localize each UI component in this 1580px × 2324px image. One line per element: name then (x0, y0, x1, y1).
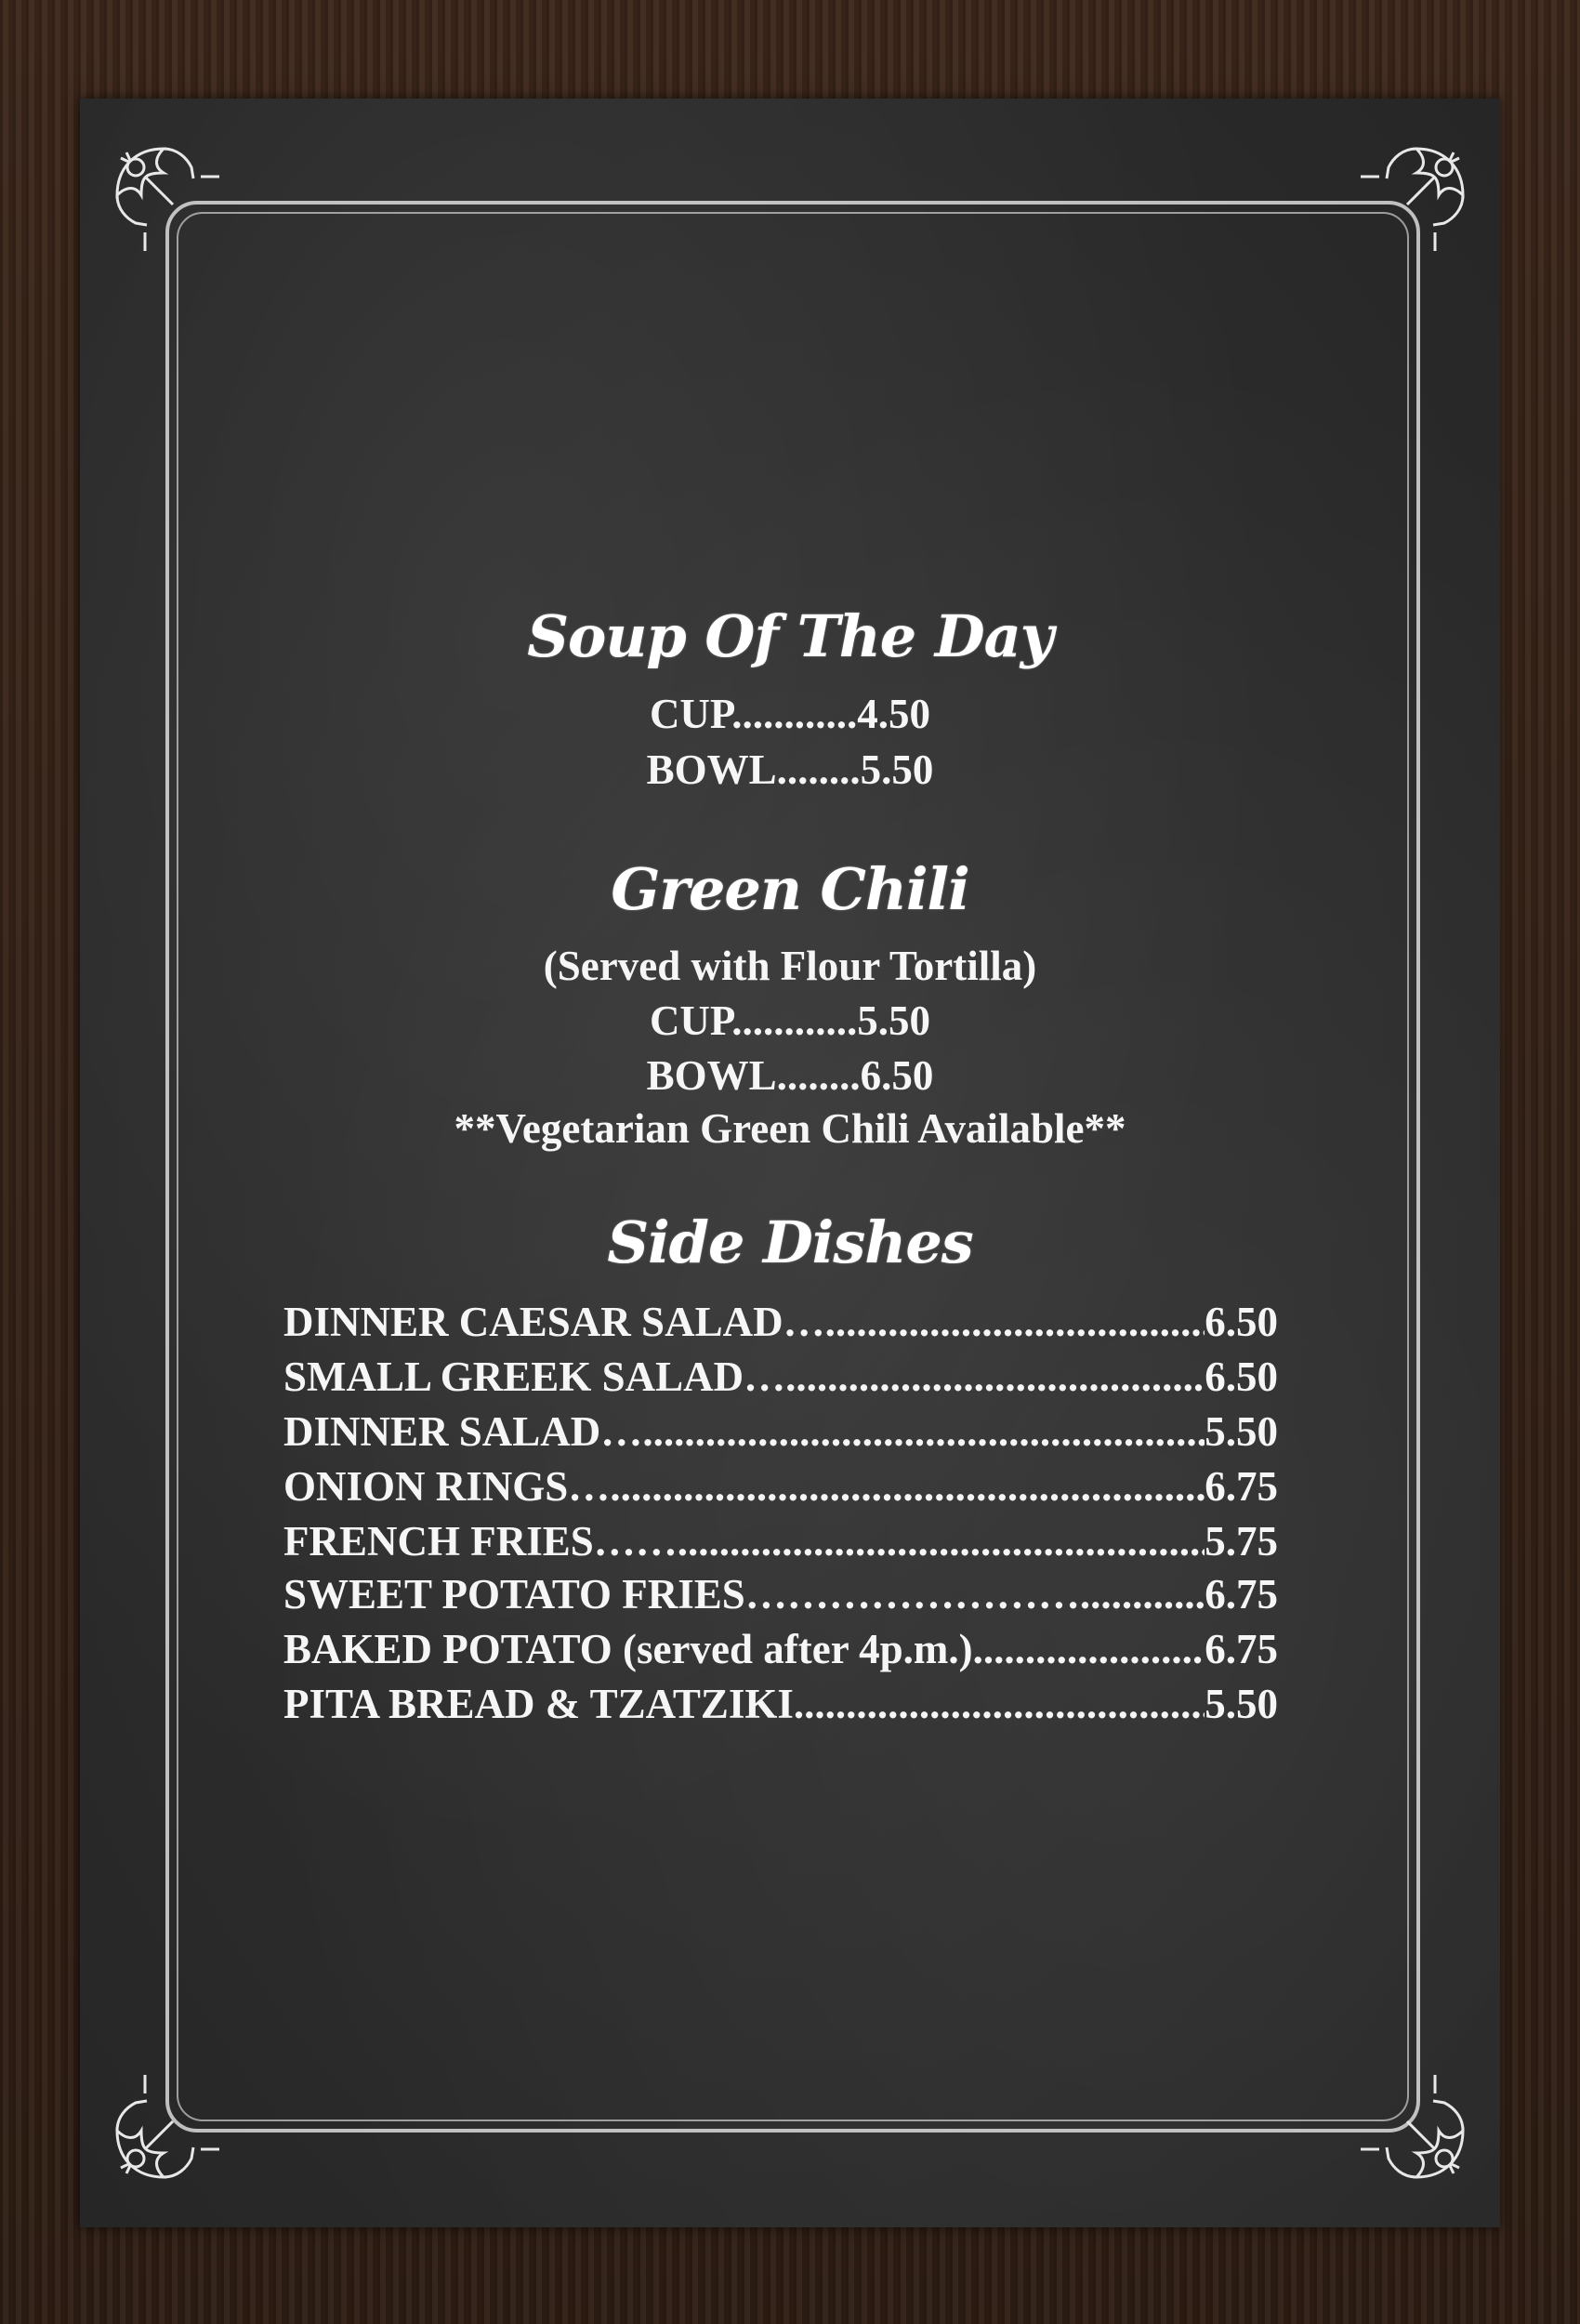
leader-dots (825, 1298, 1205, 1346)
side-item-price: 6.50 (1205, 1299, 1278, 1345)
side-item (283, 1407, 1278, 1456)
leader-dots (794, 1680, 1205, 1728)
side-item (283, 1298, 1278, 1346)
chili-note: (Served with Flour Tortilla) (543, 943, 1037, 989)
side-item-price: 5.50 (1205, 1681, 1278, 1727)
vegetarian-note: **Vegetarian Green Chili Available** (454, 1105, 1126, 1152)
soup-heading: Soup Of The Day (527, 602, 1053, 670)
corner-flourish-icon (108, 2066, 229, 2186)
side-item (283, 1462, 1278, 1511)
soup-bowl-price: BOWL........5.50 (646, 746, 934, 793)
side-item-price: 6.75 (1205, 1626, 1278, 1672)
leader-dots (785, 1353, 1205, 1401)
corner-flourish-icon (108, 139, 229, 260)
chili-cup-price: CUP............5.50 (649, 997, 931, 1044)
leader-dots (973, 1625, 1205, 1673)
leader-dots (678, 1517, 1205, 1565)
chili-heading: Green Chili (611, 855, 969, 923)
chalkboard (80, 99, 1500, 2227)
chili-bowl-price: BOWL........6.50 (646, 1052, 934, 1099)
side-item-name: BAKED POTATO (served after 4p.m.) (283, 1626, 973, 1672)
side-item-price: 6.50 (1205, 1353, 1278, 1400)
side-item-name: DINNER SALAD… (283, 1408, 643, 1455)
side-item-price: 5.75 (1205, 1518, 1278, 1565)
side-item-name: DINNER CAESAR SALAD… (283, 1299, 825, 1345)
side-item-name: SWEET POTATO FRIES…………………….. (283, 1571, 1101, 1618)
side-item-name: FRENCH FRIES…… (283, 1518, 678, 1565)
leader-dots (610, 1462, 1205, 1511)
side-item-price: 6.75 (1205, 1463, 1278, 1510)
side-item (283, 1517, 1278, 1565)
corner-flourish-icon (1351, 139, 1472, 260)
leader-dots (642, 1407, 1205, 1456)
side-item-name: SMALL GREEK SALAD… (283, 1353, 786, 1400)
side-item (283, 1680, 1278, 1728)
frame-inner-border (177, 212, 1409, 2121)
side-item (283, 1353, 1278, 1401)
sides-heading: Side Dishes (607, 1208, 973, 1276)
side-item-price: 6.75 (1205, 1571, 1278, 1618)
leader-dots (1100, 1570, 1205, 1618)
side-item-price: 5.50 (1205, 1408, 1278, 1455)
side-item-name: PITA BREAD & TZATZIKI (283, 1681, 794, 1727)
side-item (283, 1625, 1278, 1673)
side-item (283, 1570, 1278, 1618)
soup-cup-price: CUP............4.50 (649, 691, 931, 737)
side-item-name: ONION RINGS… (283, 1463, 611, 1510)
corner-flourish-icon (1351, 2066, 1472, 2186)
